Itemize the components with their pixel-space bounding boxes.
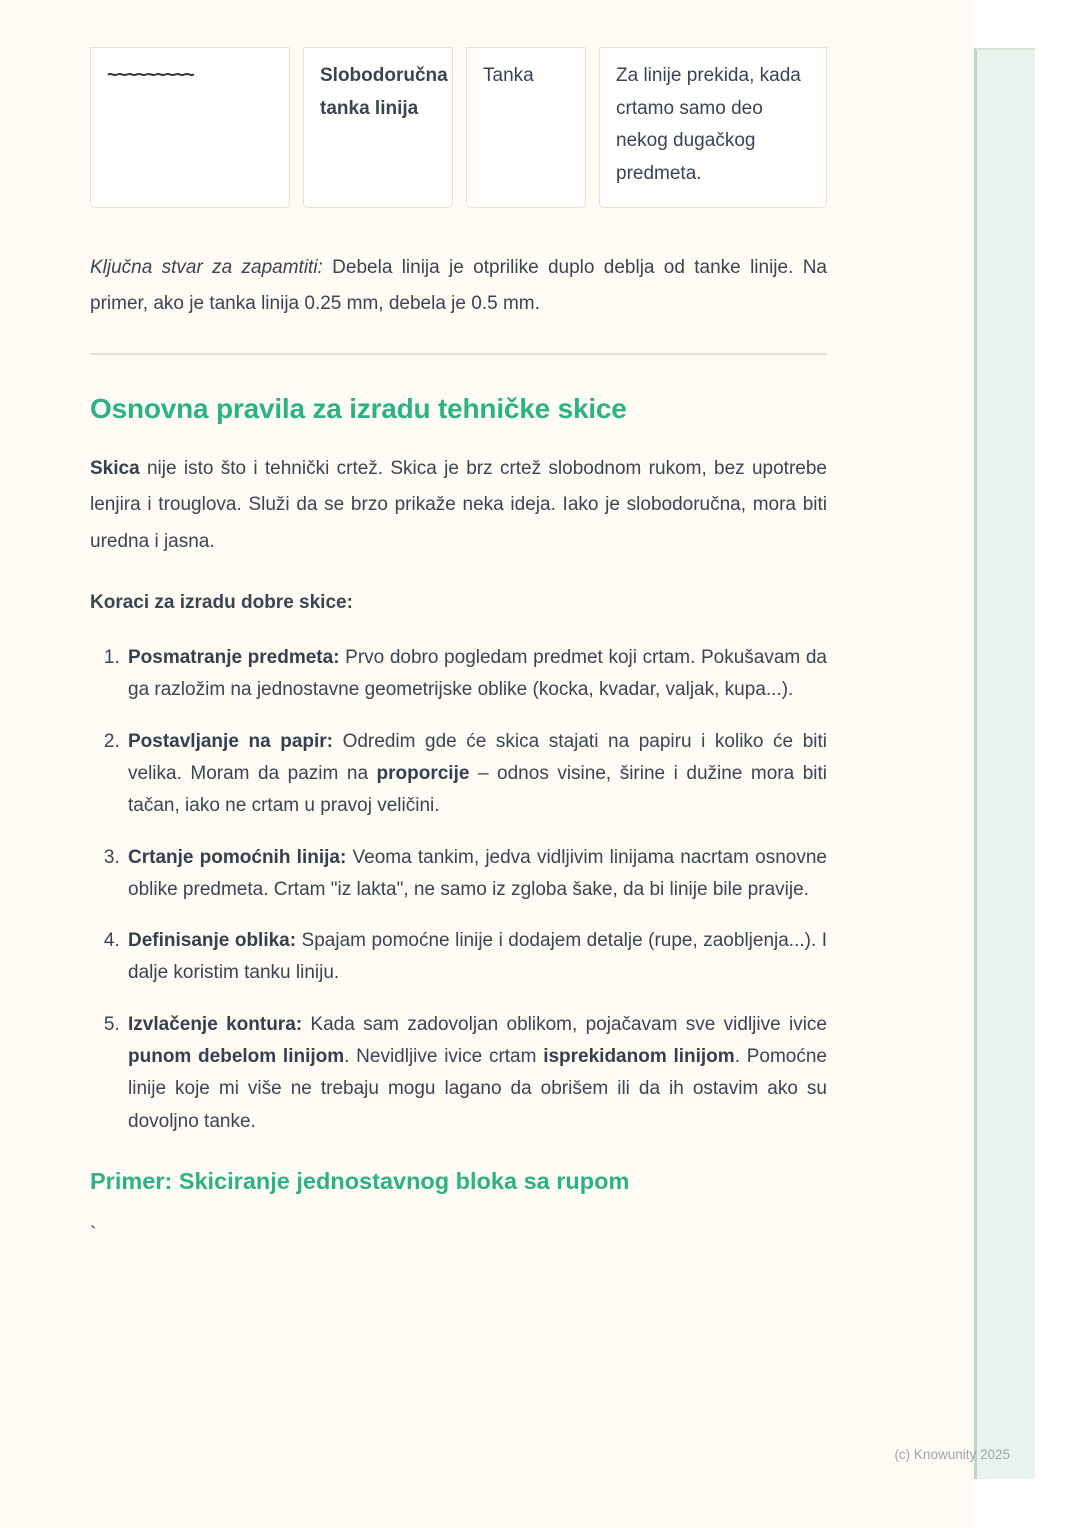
key-note-paragraph: Ključna stvar za zapamtiti: Debela linija je otprilike duplo deblja od tanke linije. Na primer, ako je tanka linija 0.25 mm, debela je 0.5 mm. [90,256,827,315]
step-item-1: 1. Posmatranje predmeta: Prvo dobro pogledam predmet koji crtam. Pokušavam da ga razložim na jednostavne geometrijske oblike (kocka, kvadar, valjak, kupa...). [125,642,827,707]
line-name-cell: Slobodoručna tanka linija [303,47,453,208]
step-item-3: 3. Crtanje pomoćnih linija: Veoma tankim, jedva vidljivim linijama nacrtam osnovne oblike predmeta. Crtam "iz lakta", ne samo iz zgloba šake, da bi linije bile pravije. [125,842,827,907]
steps-list [90,642,827,1138]
step-item-4: 4. Definisanje oblika: Spajam pomoćne linije i dodajem detalje (rupe, zaobljenja...). I dalje koristim tanku liniju. [125,925,827,990]
page-margin-area [974,0,1080,1528]
document-content [90,0,827,1251]
copyright-notice: (c) Knowunity 2025 [894,1447,1010,1462]
line-thickness-cell: Tanka [466,47,586,208]
example-heading: Primer: Skiciranje jednostavnog bloka sa rupom [90,1167,630,1194]
page-edge-strip [974,48,1035,1479]
step-item-5: 5. Izvlačenje kontura: Kada sam zadovoljan oblikom, pojačavam sve vidljive ivice punom debelom linijom. Nevidljive ivice crtam isprekidanom linijom. Pomoćne linije koje mi više ne trebaju mogu lagano da obrišem ili da ih ostavim ako su dovoljno tanke. [125,1009,827,1138]
line-usage-cell: Za linije prekida, kada crtamo samo deo nekog dugačkog predmeta. [599,47,827,208]
line-symbol-cell: ~~~~~~~~~ [90,47,290,208]
sketch-intro-paragraph: Skica nije isto što i tehnički crtež. Skica je brz crtež slobodnom rukom, bez upotrebe lenjira i trouglova. Služi da se brzo prikaže neka ideja. Iako je slobodoručna, mora biti uredna i jasna. [90,457,827,552]
section-divider [90,353,827,355]
placeholder-backtick: ` [90,1223,97,1245]
line-type-table-row [90,47,827,208]
section-heading: Osnovna pravila za izradu tehničke skice [90,392,627,424]
steps-heading: Koraci za izradu dobre skice: [90,592,353,614]
step-item-2: 2. Postavljanje na papir: Odredim gde će skica stajati na papiru i koliko će biti velika. Moram da pazim na proporcije – odnos visine, širine i dužine mora biti tačan, iako ne crtam u pravoj veličini. [125,726,827,823]
